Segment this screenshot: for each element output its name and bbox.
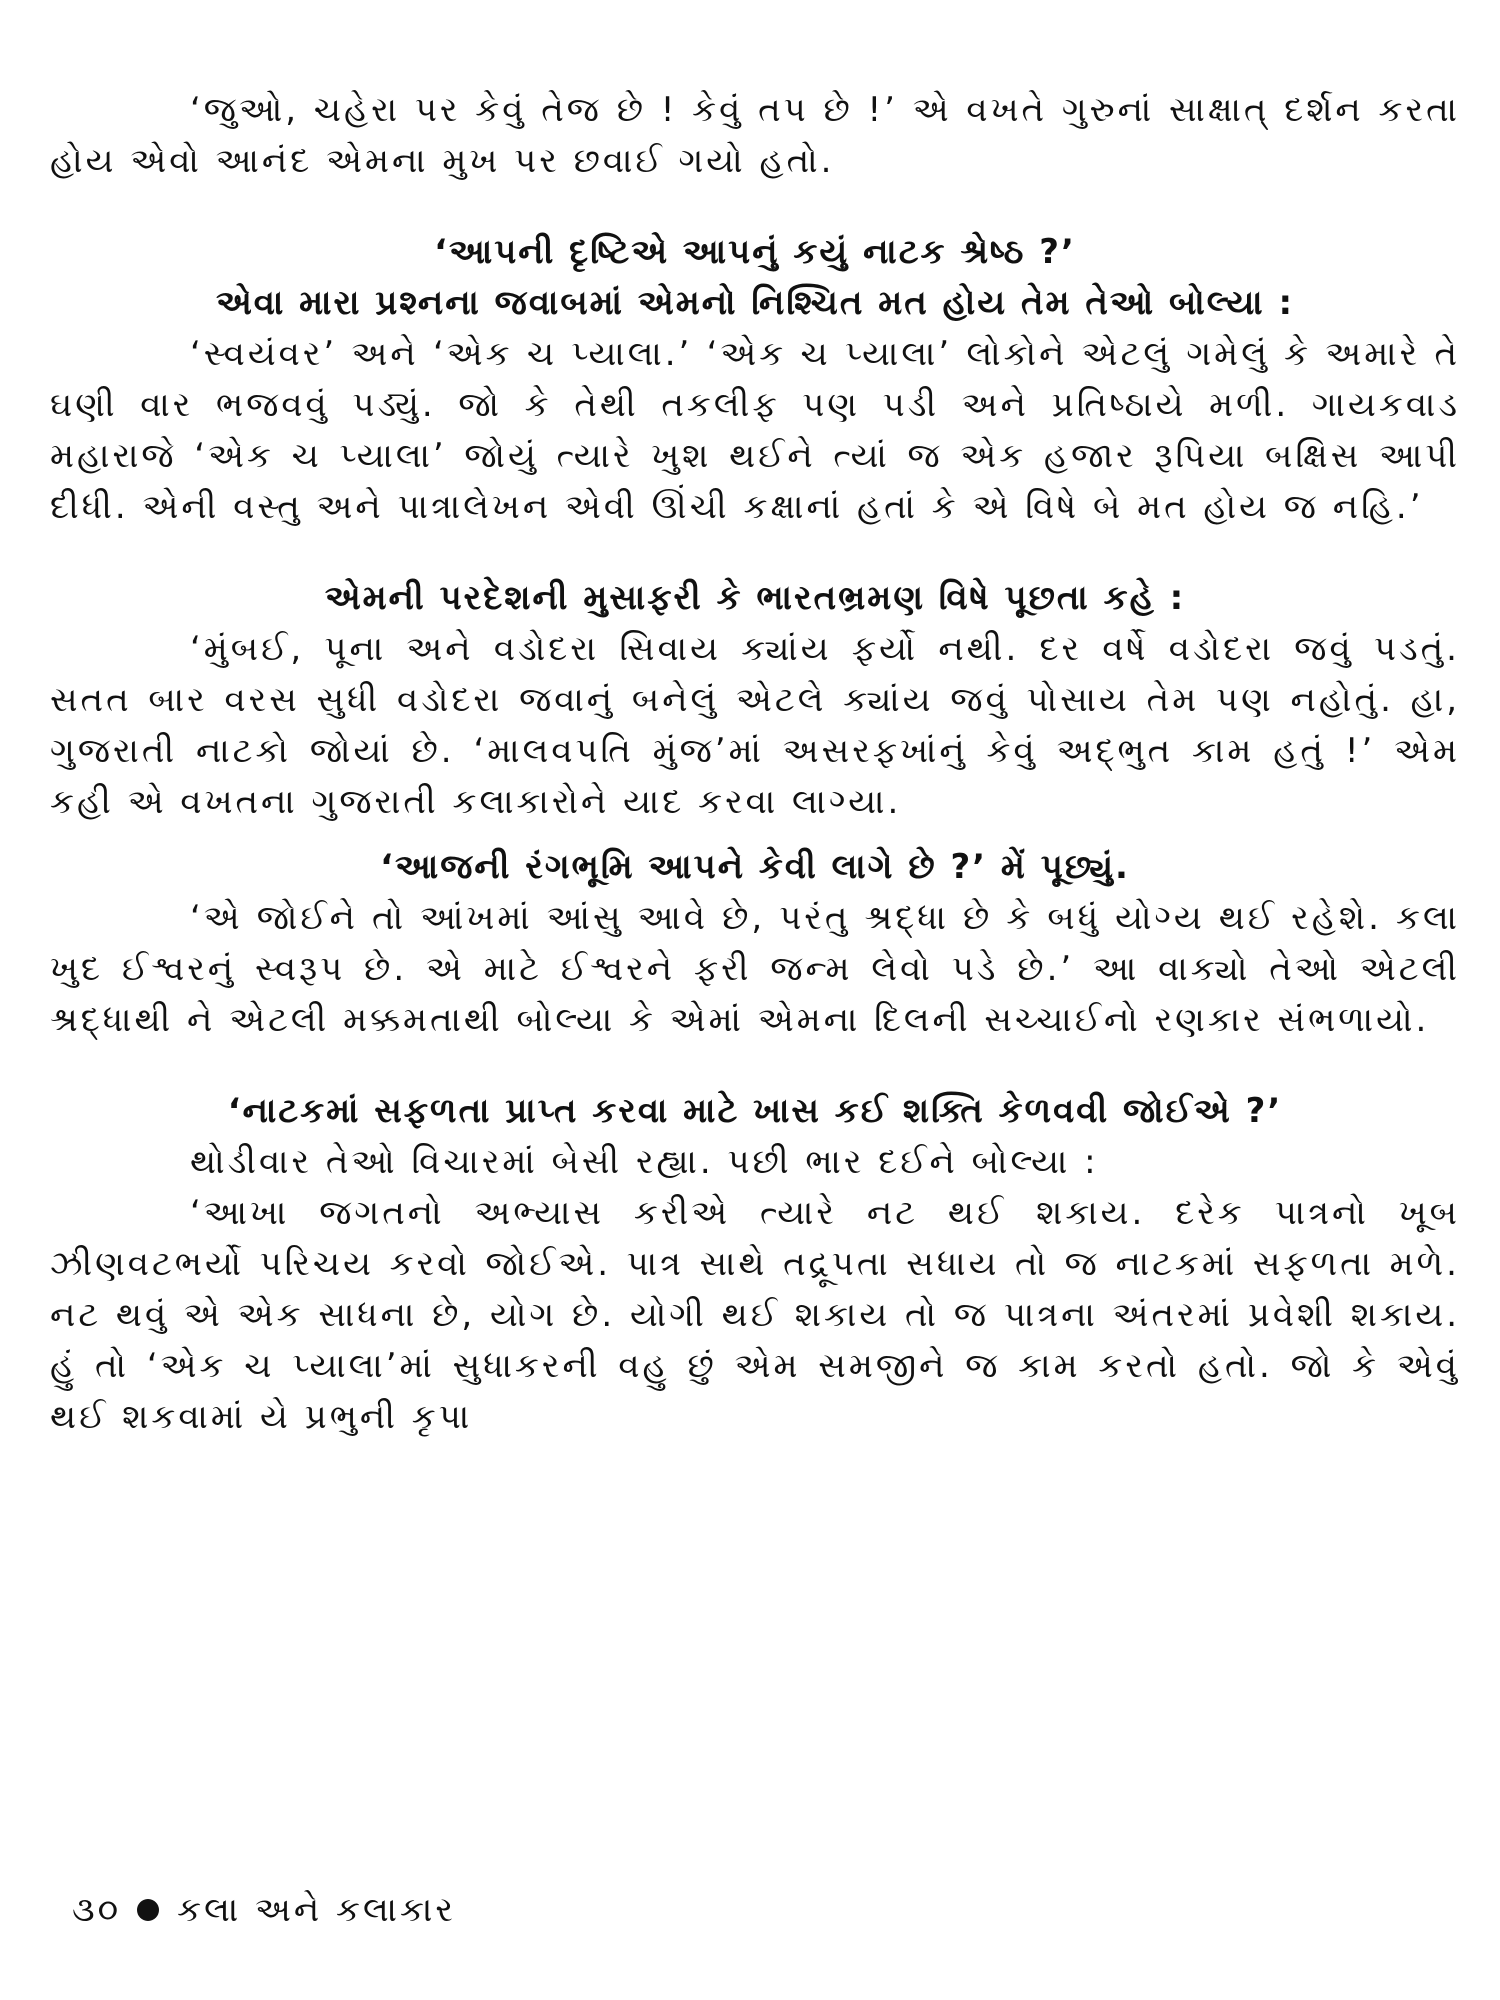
- question-1-line-2: એવા મારા પ્રશ્નના જવાબમાં એમનો નિશ્ચિત મત હોય તેમ તેઓ બોલ્યા :: [215, 283, 1295, 323]
- question-2: એમની પરદેશની મુસાફરી કે ભારતભ્રમણ વિષે પૂછતા કહે :: [324, 578, 1186, 618]
- page-footer: [72, 1890, 456, 1930]
- paragraph-3: ‘મુંબઈ, પૂના અને વડોદરા સિવાય ક્યાંય ફર્યો નથી. દર વર્ષે વડોદરા જવું પડતું. સતત બાર વરસ સુધી વડોદરા જવાનું બનેલું એટલે ક્યાંય જવું પોસાય તેમ પણ નહોતું. હા, ગુજરાતી નાટકો જોયાં છે. ‘માલવપતિ મુંજ’માં અસરફખાંનું કેવું અદ્ભુત કામ હતું !’ એમ કહી એ વખતના ગુજરાતી કલાકારોને યાદ કરવા લાગ્યા.: [50, 629, 1460, 822]
- question-1: [50, 227, 1460, 329]
- paragraph-5: થોડીવાર તેઓ વિચારમાં બેસી રહ્યા. પછી ભાર દઈને બોલ્યા :: [190, 1142, 1099, 1182]
- question-3: ‘આજની રંગભૂમિ આપને કેવી લાગે છે ?’ મેં પૂછ્યું.: [380, 847, 1130, 887]
- question-4: ‘નાટકમાં સફળતા પ્રાપ્ત કરવા માટે ખાસ કઈ શક્તિ કેળવવી જોઈએ ?’: [227, 1091, 1283, 1131]
- paragraph-1: ‘જુઓ, ચહેરા પર કેવું તેજ છે ! કેવું તપ છે !’ એ વખતે ગુરુનાં સાક્ષાત્ દર્શન કરતા હોય એવો આનંદ એમના મુખ પર છવાઈ ગયો હતો.: [50, 90, 1460, 181]
- question-1-line-1: ‘આપની દૃષ્ટિએ આપનું કયું નાટક શ્રેષ્ઠ ?’: [434, 232, 1076, 272]
- paragraph-2: ‘સ્વયંવર’ અને ‘એક ચ પ્યાલા.’ ‘એક ચ પ્યાલા’ લોકોને એટલું ગમેલું કે અમારે તે ઘણી વાર ભજવવું પડ્યું. જો કે તેથી તકલીફ પણ પડી અને પ્રતિષ્ઠાયે મળી. ગાયકવાડ મહારાજે ‘એક ચ પ્યાલા’ જોયું ત્યારે ખુશ થઈને ત્યાં જ એક હજાર રૂપિયા બક્ષિસ આપી દીધી. એની વસ્તુ અને પાત્રાલેખન એવી ઊંચી કક્ષાનાં હતાં કે એ વિષે બે મત હોય જ નહિ.’: [50, 334, 1460, 527]
- paragraph-6: ‘આખા જગતનો અભ્યાસ કરીએ ત્યારે નટ થઈ શકાય. દરેક પાત્રનો ખૂબ ઝીણવટભર્યો પરિચય કરવો જોઈએ. પાત્ર સાથે તદ્રૂપતા સધાય તો જ નાટકમાં સફળતા મળે. નટ થવું એ એક સાધના છે, યોગ છે. યોગી થઈ શકાય તો જ પાત્રના અંતરમાં પ્રવેશી શકાય. હું તો ‘એક ચ પ્યાલા’માં સુધાકરની વહુ છું એમ સમજીને જ કામ કરતો હતો. જો કે એવું થઈ શકવામાં યે પ્રભુની કૃપા: [50, 1193, 1460, 1437]
- book-title: કલા અને કલાકાર: [177, 1890, 456, 1930]
- page-number: ૩૦: [72, 1890, 122, 1930]
- bullet-icon: [137, 1899, 159, 1921]
- paragraph-4: ‘એ જોઈને તો આંખમાં આંસુ આવે છે, પરંતુ શ્રદ્ધા છે કે બધું યોગ્ય થઈ રહેશે. કલા ખુદ ઈશ્વરનું સ્વરૂપ છે. એ માટે ઈશ્વરને ફરી જન્મ લેવો પડે છે.’ આ વાક્યો તેઓ એટલી શ્રદ્ધાથી ને એટલી મક્કમતાથી બોલ્યા કે એમાં એમના દિલની સચ્ચાઈનો રણકાર સંભળાયો.: [50, 898, 1460, 1040]
- page-body: [50, 85, 1460, 1443]
